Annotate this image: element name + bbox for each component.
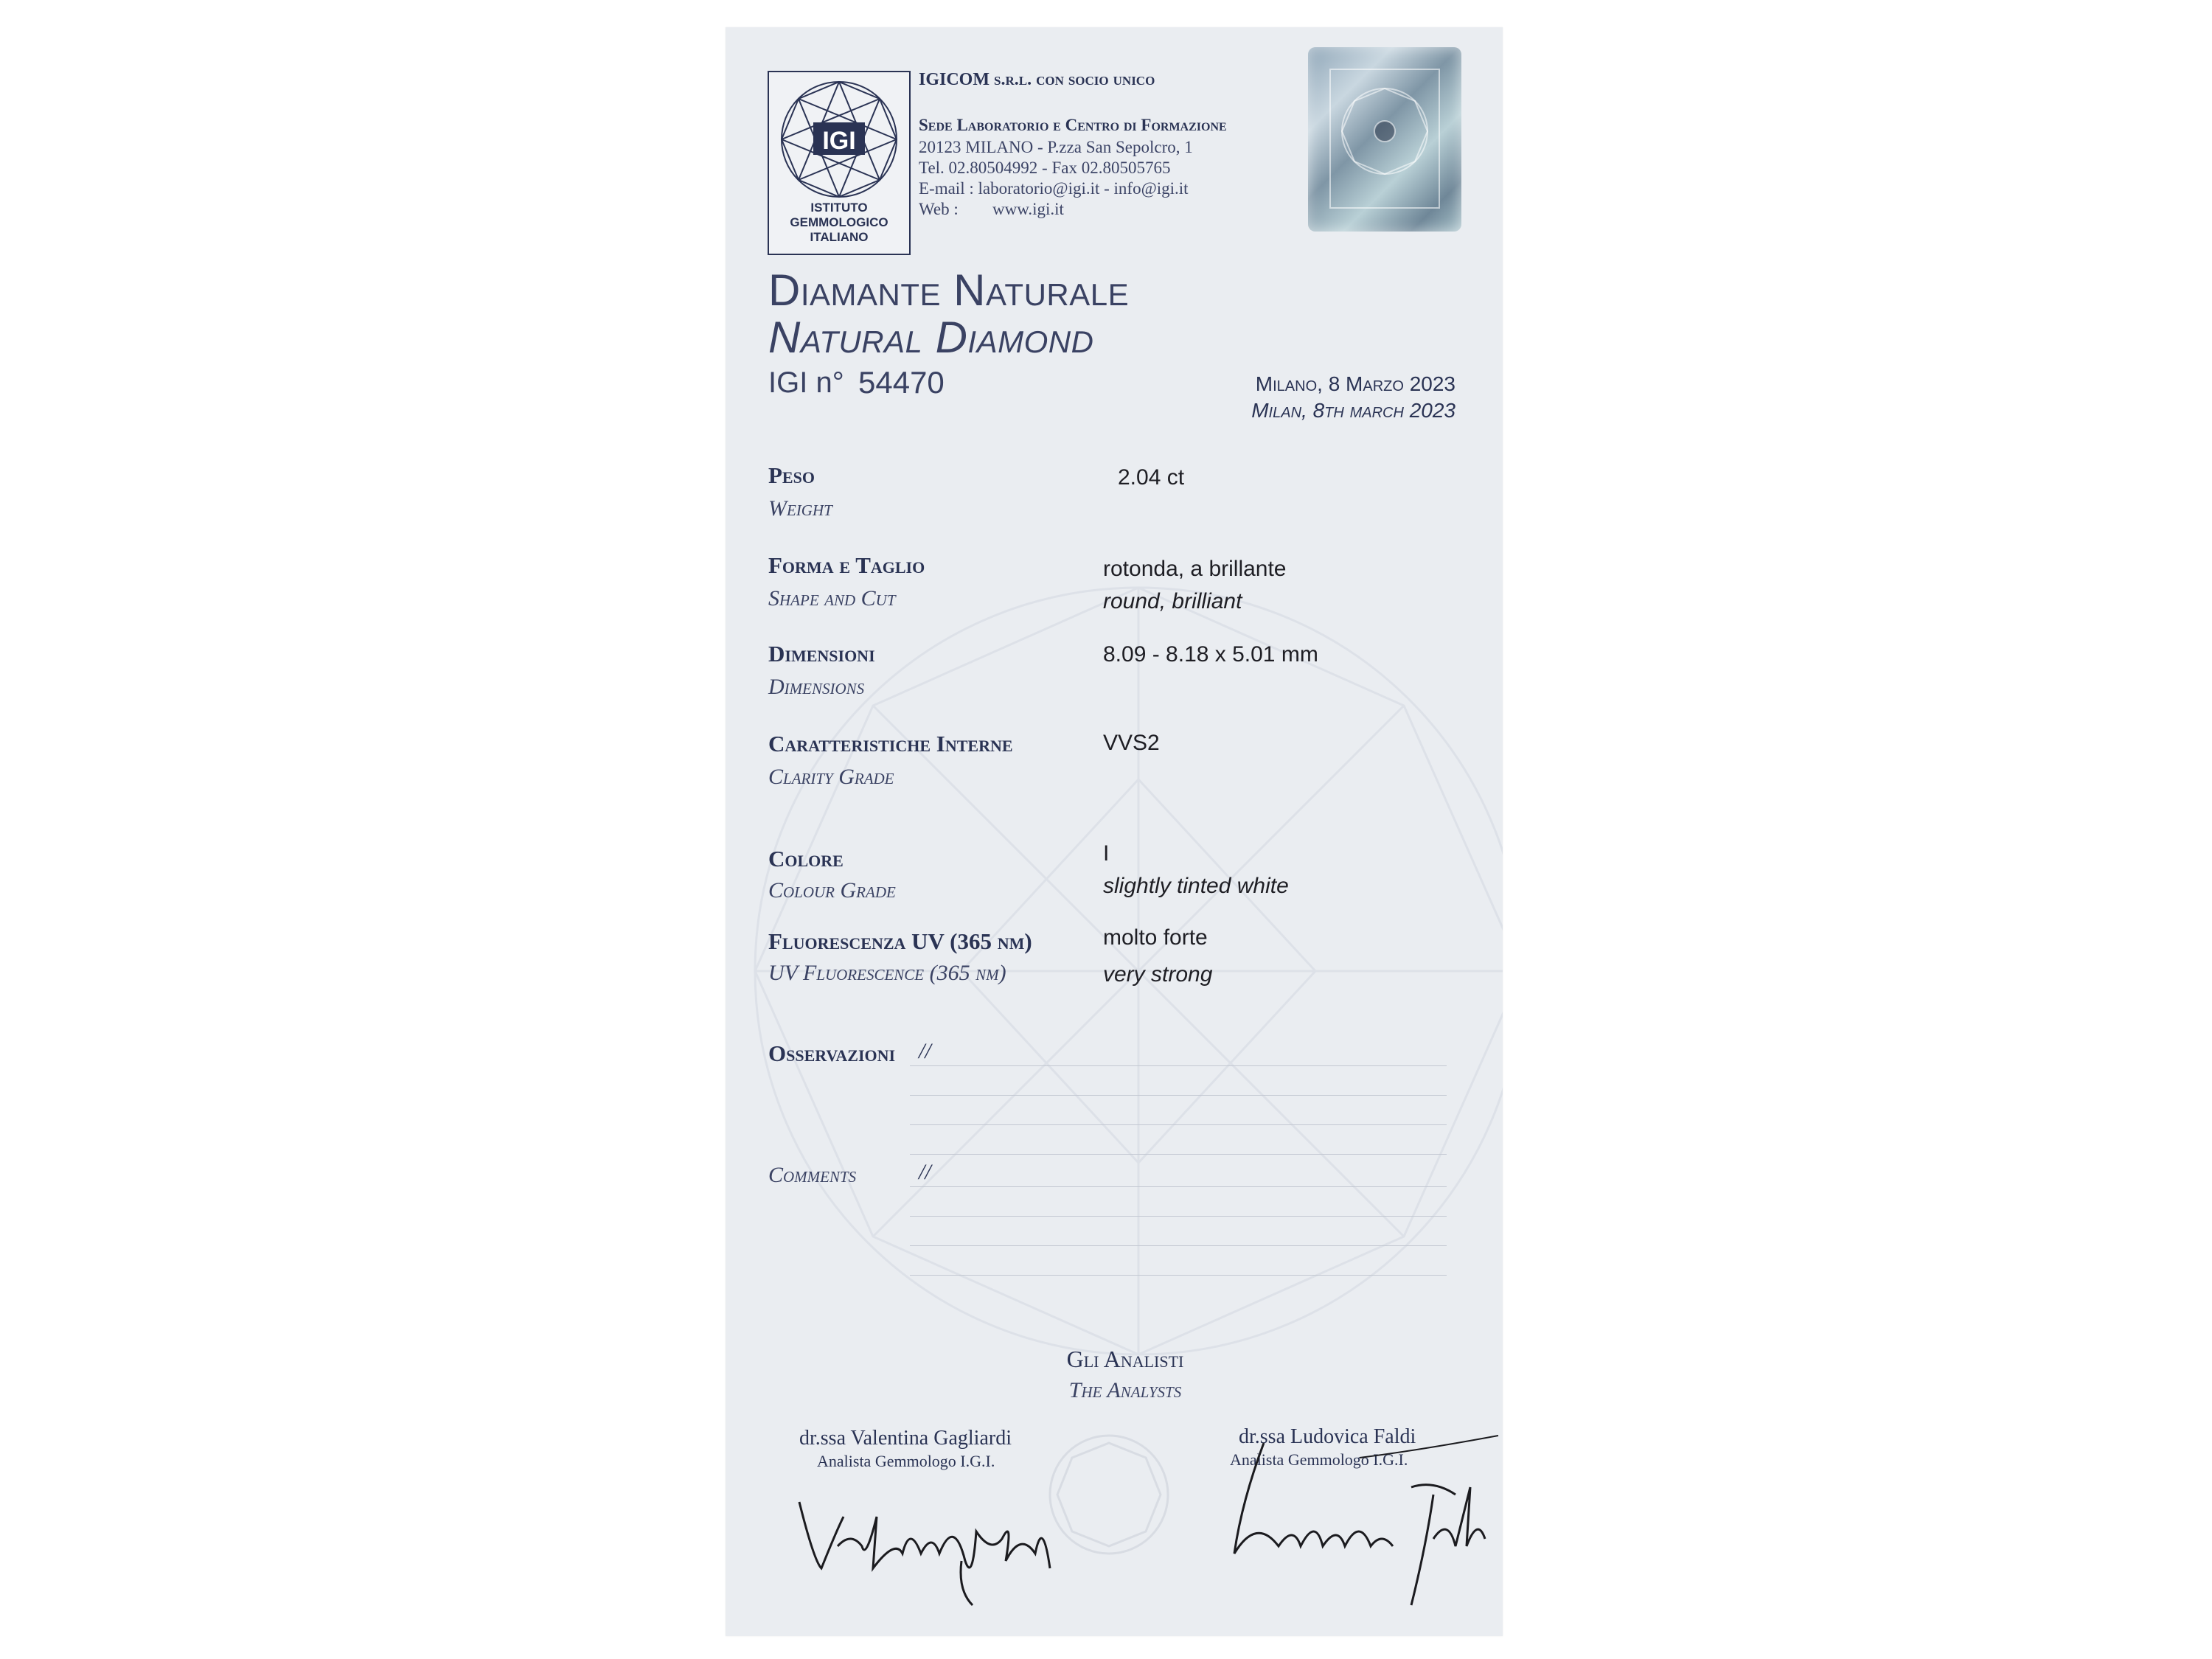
company-name: IGICOM s.r.l. con socio unico — [919, 70, 1155, 89]
field-value-it: 2.04 ct — [1118, 465, 1185, 490]
field-value-it: 8.09 - 8.18 x 5.01 mm — [1103, 642, 1318, 667]
comments-label-en: Comments — [768, 1163, 857, 1187]
field-label-en: UV Fluorescence (365 nm) — [768, 961, 1006, 985]
email-line: E-mail : laboratorio@igi.it - info@igi.it — [919, 179, 1189, 198]
embossed-seal — [1043, 1428, 1175, 1561]
web-label: Web : — [919, 200, 959, 218]
analysts-heading-it: Gli Analisti — [1066, 1346, 1184, 1372]
analysts-heading-en: The Analysts — [1068, 1378, 1182, 1402]
remarks-rule — [910, 1124, 1447, 1125]
analyst-right-role: Analista Gemmologo I.G.I. — [1230, 1450, 1408, 1469]
field-label-it: Fluorescenza UV (365 nm) — [768, 928, 1032, 954]
report-number: 54470 — [858, 365, 945, 400]
field-value-en: slightly tinted white — [1103, 874, 1289, 898]
remarks-value-it: // — [919, 1039, 931, 1063]
analyst-right-name: dr.ssa Ludovica Faldi — [1239, 1425, 1416, 1448]
remarks-rule — [910, 1154, 1447, 1155]
field-label-it: Peso — [768, 462, 815, 488]
hologram-emblem-icon — [1326, 65, 1444, 212]
date-english: Milan, 8th march 2023 — [1251, 399, 1455, 422]
signature-left — [792, 1472, 1072, 1620]
field-label-it: Dimensioni — [768, 641, 875, 667]
phone-line: Tel. 02.80504992 - Fax 02.80505765 — [919, 159, 1171, 177]
field-label-it: Forma e Taglio — [768, 552, 925, 578]
field-label-en: Dimensions — [768, 675, 865, 699]
logo-name-line-2: GEMMOLOGICO — [790, 215, 888, 229]
field-value-it: VVS2 — [1103, 731, 1160, 755]
comments-rule — [910, 1186, 1447, 1187]
comments-rule — [910, 1216, 1447, 1217]
remarks-rule — [910, 1095, 1447, 1096]
lab-heading: Sede Laboratorio e Centro di Formazione — [919, 116, 1227, 134]
field-label-en: Shape and Cut — [768, 586, 896, 611]
field-label-en: Clarity Grade — [768, 765, 894, 789]
analyst-left-name: dr.ssa Valentina Gagliardi — [799, 1427, 1012, 1450]
logo-name-line-3: ITALIANO — [810, 230, 869, 244]
comments-rule — [910, 1245, 1447, 1246]
hologram-seal — [1308, 47, 1461, 232]
comments-value-en: // — [919, 1160, 931, 1184]
field-label-en: Colour Grade — [768, 878, 896, 902]
field-label-en: Weight — [768, 496, 832, 521]
field-value-it: rotonda, a brillante — [1103, 557, 1287, 581]
logo-abbr: IGI — [822, 127, 856, 155]
date-italian: Milano, 8 Marzo 2023 — [1255, 372, 1455, 395]
remarks-rule — [910, 1065, 1447, 1066]
comments-rule — [910, 1275, 1447, 1276]
field-value-it: I — [1103, 841, 1110, 866]
signature-right — [1212, 1428, 1500, 1620]
remarks-label-it: Osservazioni — [768, 1040, 896, 1066]
field-label-it: Colore — [768, 846, 844, 872]
certificate-card — [726, 27, 1503, 1636]
field-value-en: very strong — [1103, 962, 1213, 987]
field-label-it: Caratteristiche Interne — [768, 731, 1013, 757]
address-line: 20123 MILANO - P.zza San Sepolcro, 1 — [919, 138, 1193, 156]
logo-name-line-1: ISTITUTO — [810, 201, 868, 215]
title-english: Natural Diamond — [768, 313, 1094, 362]
igi-logo — [768, 71, 911, 255]
analyst-left-role: Analista Gemmologo I.G.I. — [817, 1452, 995, 1470]
web-link[interactable]: www.igi.it — [992, 200, 1064, 218]
field-value-it: molto forte — [1103, 925, 1208, 950]
report-prefix: IGI n° — [768, 366, 844, 399]
title-italian: Diamante Naturale — [768, 265, 1130, 315]
field-value-en: round, brilliant — [1103, 589, 1242, 613]
